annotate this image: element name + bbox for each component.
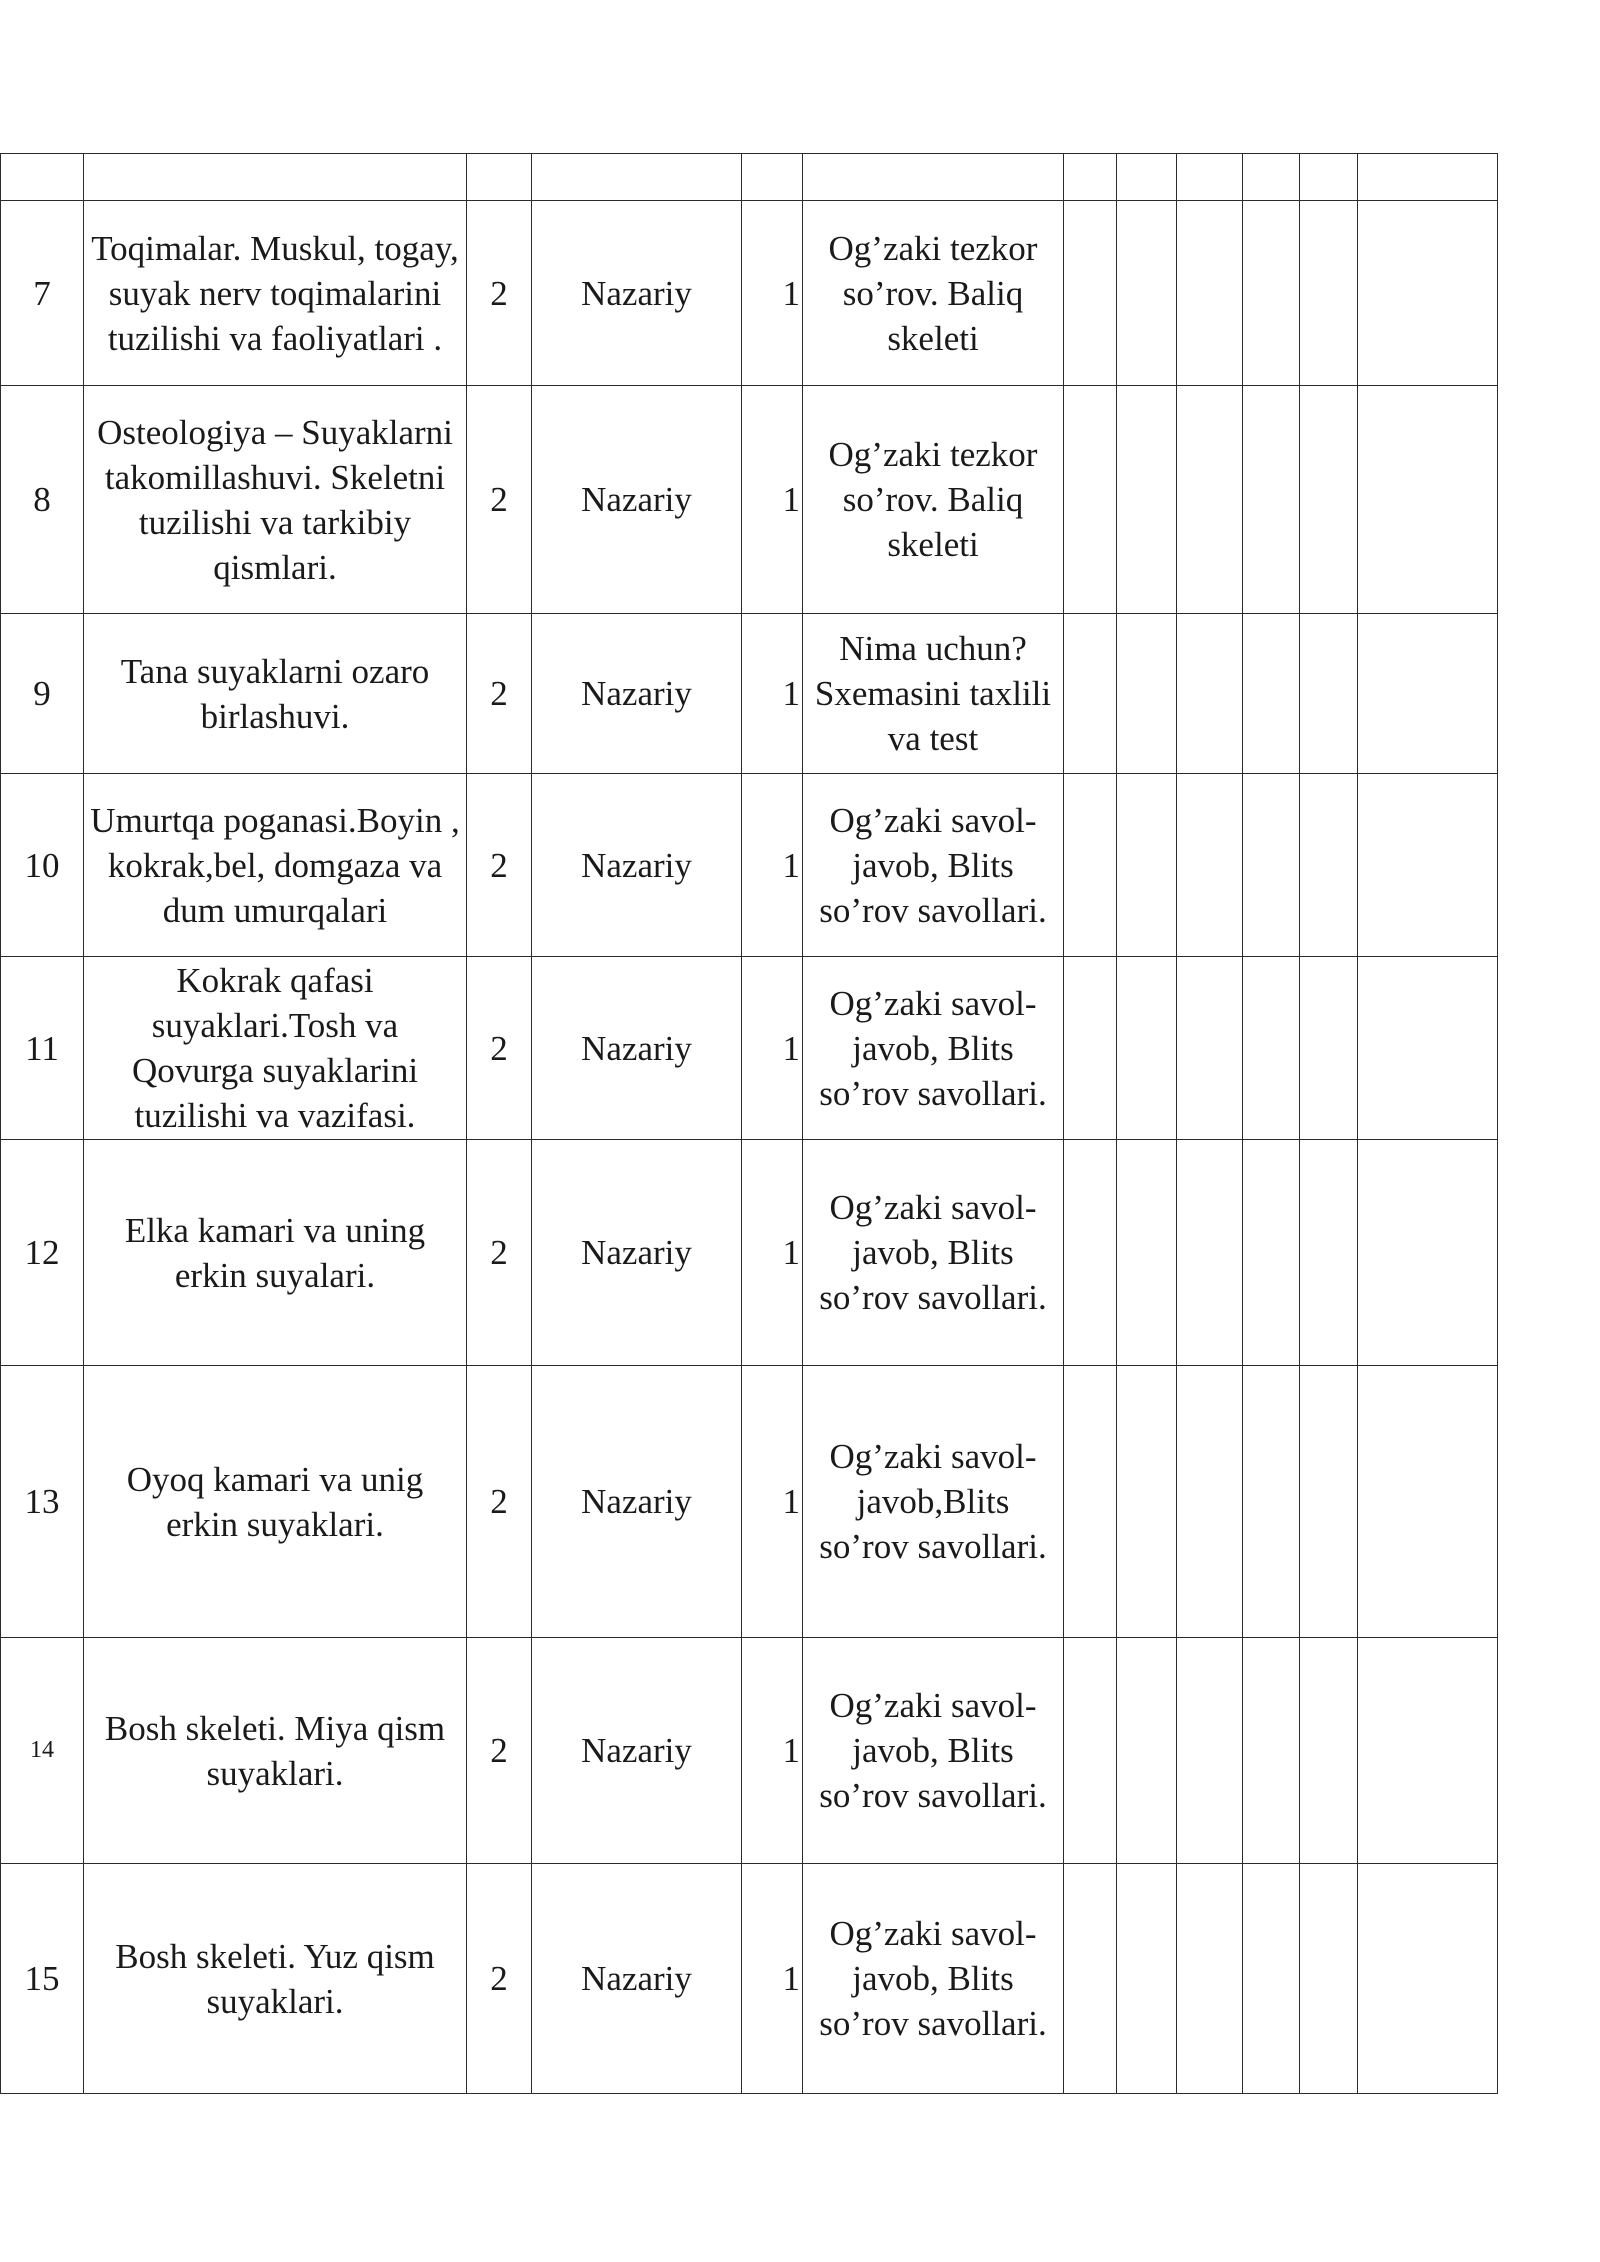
count-cell: 1: [742, 1140, 803, 1366]
row-number: 12: [1, 1140, 84, 1366]
header-cell: [742, 154, 803, 201]
empty-cell: [1117, 614, 1177, 774]
header-cell: [1117, 154, 1177, 201]
empty-cell: [1358, 386, 1498, 614]
hours-cell: 2: [467, 1366, 532, 1638]
lesson-type-cell: Nazariy: [532, 1366, 742, 1638]
header-cell: [803, 154, 1064, 201]
empty-cell: [1243, 1366, 1300, 1638]
topic-cell: Kokrak qafasi suyaklari.Tosh va Qovurga suyaklarini tuzilishi va vazifasi.: [84, 957, 467, 1140]
empty-cell: [1117, 1864, 1177, 2094]
lesson-type-cell: Nazariy: [532, 1140, 742, 1366]
empty-cell: [1117, 774, 1177, 957]
empty-cell: [1177, 774, 1243, 957]
empty-cell: [1358, 774, 1498, 957]
empty-cell: [1358, 1638, 1498, 1864]
empty-cell: [1117, 1140, 1177, 1366]
empty-cell: [1300, 1366, 1358, 1638]
table-row: [1, 774, 1498, 957]
lesson-type-cell: Nazariy: [532, 1864, 742, 2094]
empty-cell: [1064, 614, 1117, 774]
empty-cell: [1177, 1638, 1243, 1864]
header-cell: [1358, 154, 1498, 201]
empty-cell: [1117, 1366, 1177, 1638]
table-row: [1, 386, 1498, 614]
empty-cell: [1358, 201, 1498, 386]
empty-cell: [1177, 1864, 1243, 2094]
empty-cell: [1064, 386, 1117, 614]
header-cell: [532, 154, 742, 201]
method-cell: Og’zaki savol-javob,Blits so’rov savollari.: [803, 1366, 1064, 1638]
empty-cell: [1358, 1366, 1498, 1638]
header-cell: [84, 154, 467, 201]
count-cell: 1: [742, 1366, 803, 1638]
empty-cell: [1064, 201, 1117, 386]
table-row: [1, 1864, 1498, 2094]
hours-cell: 2: [467, 386, 532, 614]
lesson-type-cell: Nazariy: [532, 201, 742, 386]
empty-cell: [1177, 201, 1243, 386]
count-cell: 1: [742, 201, 803, 386]
empty-cell: [1064, 1140, 1117, 1366]
method-cell: Og’zaki tezkor so’rov. Baliq skeleti: [803, 386, 1064, 614]
table-row: [1, 1366, 1498, 1638]
row-number: 15: [1, 1864, 84, 2094]
empty-cell: [1243, 1864, 1300, 2094]
header-cell: [1243, 154, 1300, 201]
empty-cell: [1117, 201, 1177, 386]
table-row: [1, 957, 1498, 1140]
lesson-type-cell: Nazariy: [532, 774, 742, 957]
hours-cell: 2: [467, 1638, 532, 1864]
empty-cell: [1300, 1140, 1358, 1366]
topic-cell: Tana suyaklarni ozaro birlashuvi.: [84, 614, 467, 774]
lesson-type-cell: Nazariy: [532, 1638, 742, 1864]
topic-cell: Toqimalar. Muskul, togay, suyak nerv toqimalarini tuzilishi va faoliyatlari .: [84, 201, 467, 386]
method-cell: Og’zaki savol-javob, Blits so’rov savollari.: [803, 774, 1064, 957]
hours-cell: 2: [467, 1140, 532, 1366]
row-number: 11: [1, 957, 84, 1140]
table-row: [1, 201, 1498, 386]
empty-cell: [1177, 614, 1243, 774]
header-cell: [467, 154, 532, 201]
count-cell: 1: [742, 774, 803, 957]
empty-cell: [1300, 386, 1358, 614]
empty-cell: [1358, 1140, 1498, 1366]
row-number: 14: [1, 1638, 84, 1864]
empty-cell: [1300, 1638, 1358, 1864]
method-cell: Og’zaki savol-javob, Blits so’rov savollari.: [803, 1864, 1064, 2094]
empty-cell: [1117, 386, 1177, 614]
empty-cell: [1243, 614, 1300, 774]
table-row: [1, 614, 1498, 774]
lesson-type-cell: Nazariy: [532, 386, 742, 614]
row-number: 13: [1, 1366, 84, 1638]
empty-cell: [1358, 957, 1498, 1140]
hours-cell: 2: [467, 1864, 532, 2094]
hours-cell: 2: [467, 614, 532, 774]
schedule-table-wrapper: [0, 153, 1498, 2094]
empty-cell: [1177, 1366, 1243, 1638]
empty-cell: [1243, 957, 1300, 1140]
empty-cell: [1300, 614, 1358, 774]
method-cell: Og’zaki savol-javob, Blits so’rov savollari.: [803, 1638, 1064, 1864]
empty-cell: [1177, 386, 1243, 614]
empty-cell: [1300, 1864, 1358, 2094]
empty-cell: [1064, 1638, 1117, 1864]
method-cell: Og’zaki savol-javob, Blits so’rov savollari.: [803, 957, 1064, 1140]
topic-cell: Osteologiya – Suyaklarni takomillashuvi. Skeletni tuzilishi va tarkibiy qismlari.: [84, 386, 467, 614]
hours-cell: 2: [467, 957, 532, 1140]
empty-cell: [1117, 957, 1177, 1140]
row-number: 10: [1, 774, 84, 957]
topic-cell: Oyoq kamari va unig erkin suyaklari.: [84, 1366, 467, 1638]
empty-cell: [1243, 201, 1300, 386]
table-row: [1, 1140, 1498, 1366]
empty-cell: [1064, 957, 1117, 1140]
header-cell: [1, 154, 84, 201]
header-cell: [1177, 154, 1243, 201]
empty-cell: [1300, 201, 1358, 386]
count-cell: 1: [742, 614, 803, 774]
topic-cell: Umurtqa poganasi.Boyin , kokrak,bel, domgaza va dum umurqalari: [84, 774, 467, 957]
topic-cell: Bosh skeleti. Miya qism suyaklari.: [84, 1638, 467, 1864]
empty-cell: [1177, 957, 1243, 1140]
empty-cell: [1358, 614, 1498, 774]
empty-cell: [1300, 957, 1358, 1140]
count-cell: 1: [742, 957, 803, 1140]
header-cell: [1064, 154, 1117, 201]
method-cell: Og’zaki savol-javob, Blits so’rov savollari.: [803, 1140, 1064, 1366]
row-number: 8: [1, 386, 84, 614]
count-cell: 1: [742, 1864, 803, 2094]
row-number: 9: [1, 614, 84, 774]
topic-cell: Bosh skeleti. Yuz qism suyaklari.: [84, 1864, 467, 2094]
topic-cell: Elka kamari va uning erkin suyalari.: [84, 1140, 467, 1366]
empty-cell: [1300, 774, 1358, 957]
lesson-type-cell: Nazariy: [532, 957, 742, 1140]
count-cell: 1: [742, 386, 803, 614]
schedule-table: [0, 153, 1498, 2094]
header-cell: [1300, 154, 1358, 201]
method-cell: Nima uchun? Sxemasini taxlili va test: [803, 614, 1064, 774]
empty-cell: [1064, 1864, 1117, 2094]
table-row: [1, 1638, 1498, 1864]
empty-cell: [1117, 1638, 1177, 1864]
empty-cell: [1064, 1366, 1117, 1638]
empty-cell: [1243, 1140, 1300, 1366]
lesson-type-cell: Nazariy: [532, 614, 742, 774]
empty-cell: [1243, 1638, 1300, 1864]
row-number: 7: [1, 201, 84, 386]
empty-cell: [1243, 774, 1300, 957]
empty-cell: [1064, 774, 1117, 957]
method-cell: Og’zaki tezkor so’rov. Baliq skeleti: [803, 201, 1064, 386]
hours-cell: 2: [467, 201, 532, 386]
count-cell: 1: [742, 1638, 803, 1864]
empty-cell: [1243, 386, 1300, 614]
hours-cell: 2: [467, 774, 532, 957]
empty-cell: [1177, 1140, 1243, 1366]
table-header-row: [1, 154, 1498, 201]
empty-cell: [1358, 1864, 1498, 2094]
